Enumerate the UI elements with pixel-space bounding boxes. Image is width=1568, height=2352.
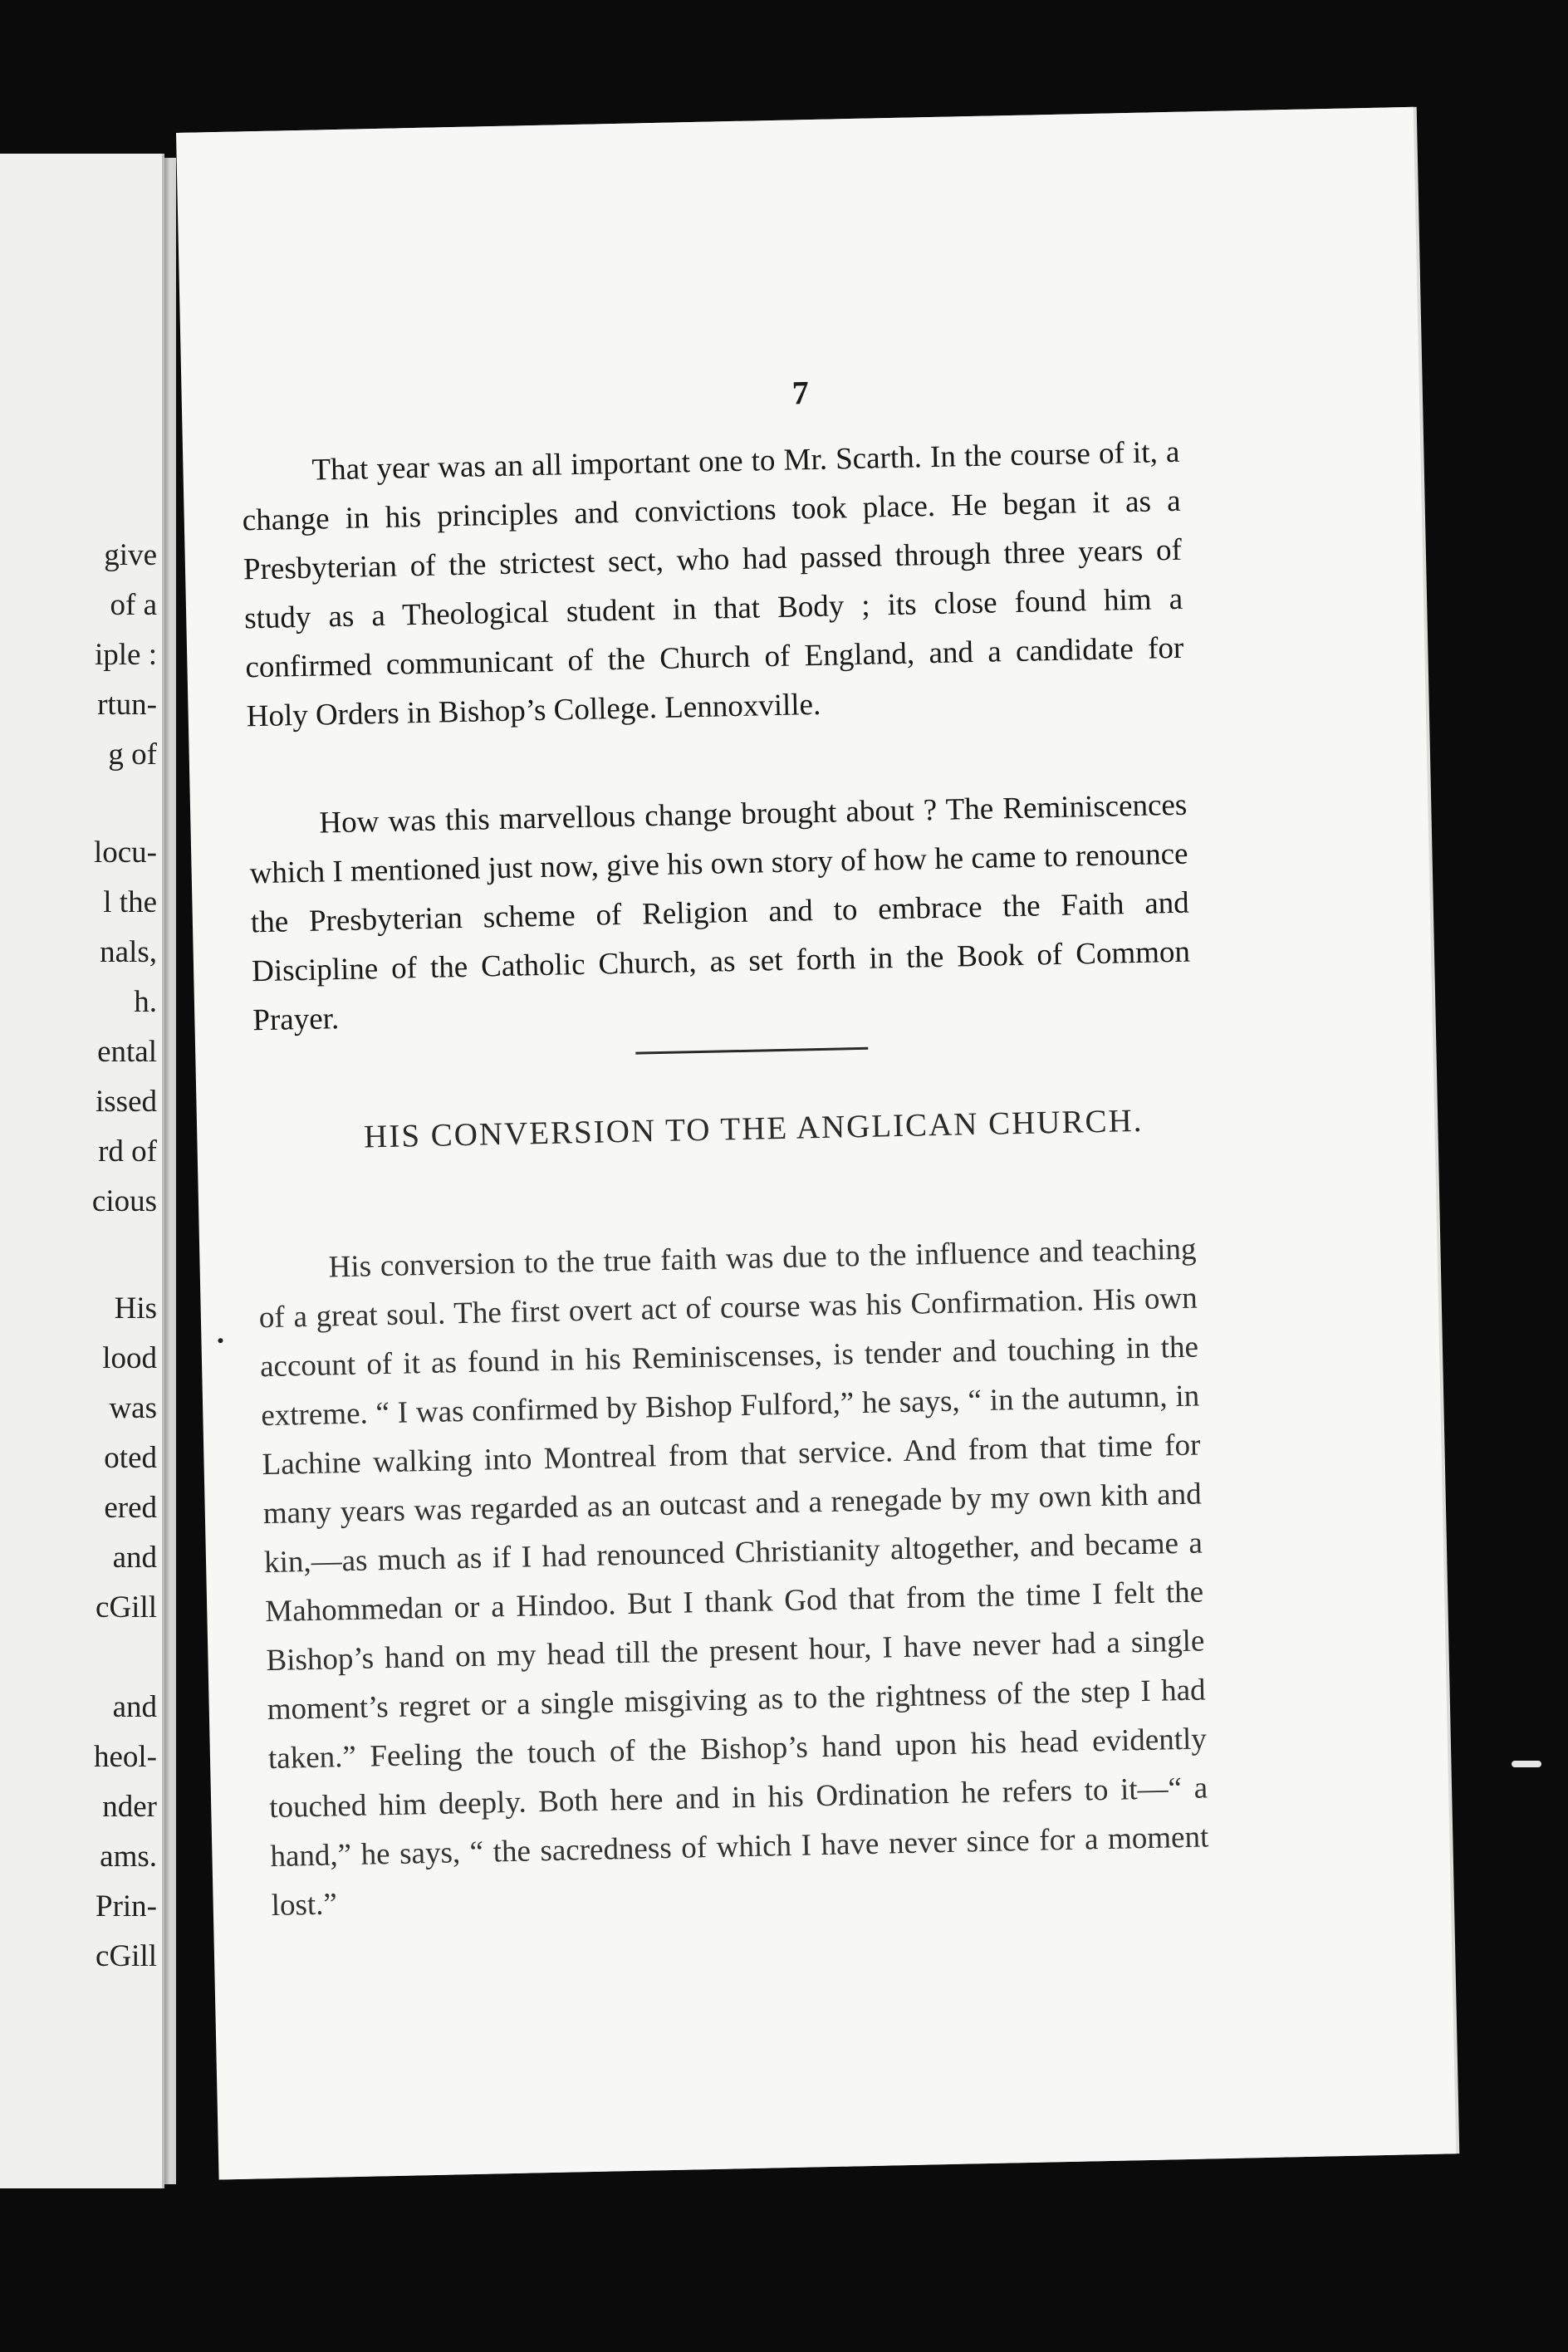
left-page-line: cGill: [96, 1939, 157, 1973]
section-divider: [635, 1047, 868, 1055]
left-page-line: give: [104, 538, 157, 572]
left-page-line: Prin-: [96, 1889, 157, 1923]
left-page-line: locu-: [93, 835, 157, 870]
left-page-line: nals,: [100, 935, 157, 969]
paragraph-2: How was this marvellous change brought about ? The Reminiscences which I mentioned just now, give his own story of how he came to renounce the Presbyterian scheme of Religion and to embrace the Faith and Discipline of the Catholic Church, as set forth in the Book of Common Prayer.: [249, 787, 1191, 1038]
left-page-line: g of: [108, 737, 157, 772]
scan-artifact: [1512, 1761, 1541, 1767]
left-page-line: heol-: [93, 1740, 157, 1774]
book-gutter: [164, 158, 176, 2184]
left-page-line: h.: [134, 985, 157, 1019]
left-page-line: cious: [91, 1184, 157, 1218]
print-speck: [218, 1338, 223, 1343]
page-number: 7: [791, 374, 810, 412]
page-sheet: [176, 107, 1456, 2180]
left-page-line: rtun-: [97, 688, 157, 722]
left-page-line: iple :: [94, 638, 157, 672]
left-page-line: rd of: [98, 1134, 157, 1169]
left-page-line: nder: [102, 1790, 157, 1824]
left-page-line: was: [109, 1391, 157, 1425]
section-heading: HIS CONVERSION TO THE ANGLICAN CHURCH.: [363, 1102, 1144, 1155]
left-page-line: oted: [104, 1441, 157, 1475]
paragraph-1: That year was an all important one to Mr. Scarth. In the course of it, a change in his principles and convictions took place. He began it as a Presbyterian of the strictest sect, who had passed through three years of study as a Theological student in that Body ; its close found him a confirmed communicant of the Church of England, and a candidate for Holy Orders in Bishop’s College. Lennoxville.: [242, 434, 1184, 734]
left-page-line: ams.: [100, 1840, 157, 1874]
left-page-line: and: [112, 1690, 157, 1724]
left-page-line: ental: [97, 1035, 157, 1069]
left-page-line: of a: [110, 588, 157, 622]
facing-page-left: [0, 154, 164, 2188]
left-page-line: lood: [102, 1341, 157, 1375]
left-page-line: cGill: [96, 1590, 157, 1624]
left-page-line: ered: [104, 1491, 157, 1525]
left-page-line: l the: [103, 885, 157, 919]
left-page-line: issed: [96, 1085, 157, 1119]
left-page-line: and: [112, 1541, 157, 1575]
left-page-line: His: [114, 1291, 157, 1325]
section-paragraph: His conversion to the true faith was due to the influence and teaching of a great soul. The first overt act of course was his Confirmation. His own account of it as found in his Reminiscenses, is tender and touching in the extreme. “ I was confirmed by Bishop Fulford,” he says, “ in the autumn, in Lachine walking into Montreal from that service. And from that time for many years was regarded as an outcast and a renegade by my own kith and kin,—as much as if I had renounced Christianity altogether, and became a Mahommedan or a Hindoo. But I thank God that from the time I felt the Bishop’s hand on my head till the present hour, I have never had a single moment’s regret or a single misgiving as to the rightness of the step I had taken.” Feeling the touch of the Bishop’s hand upon his head evidently touched him deeply. Both here and in his Ordination he refers to it—“ a hand,” he says, “ the sacredness of which I have never since for a moment lost.”: [258, 1232, 1209, 1923]
